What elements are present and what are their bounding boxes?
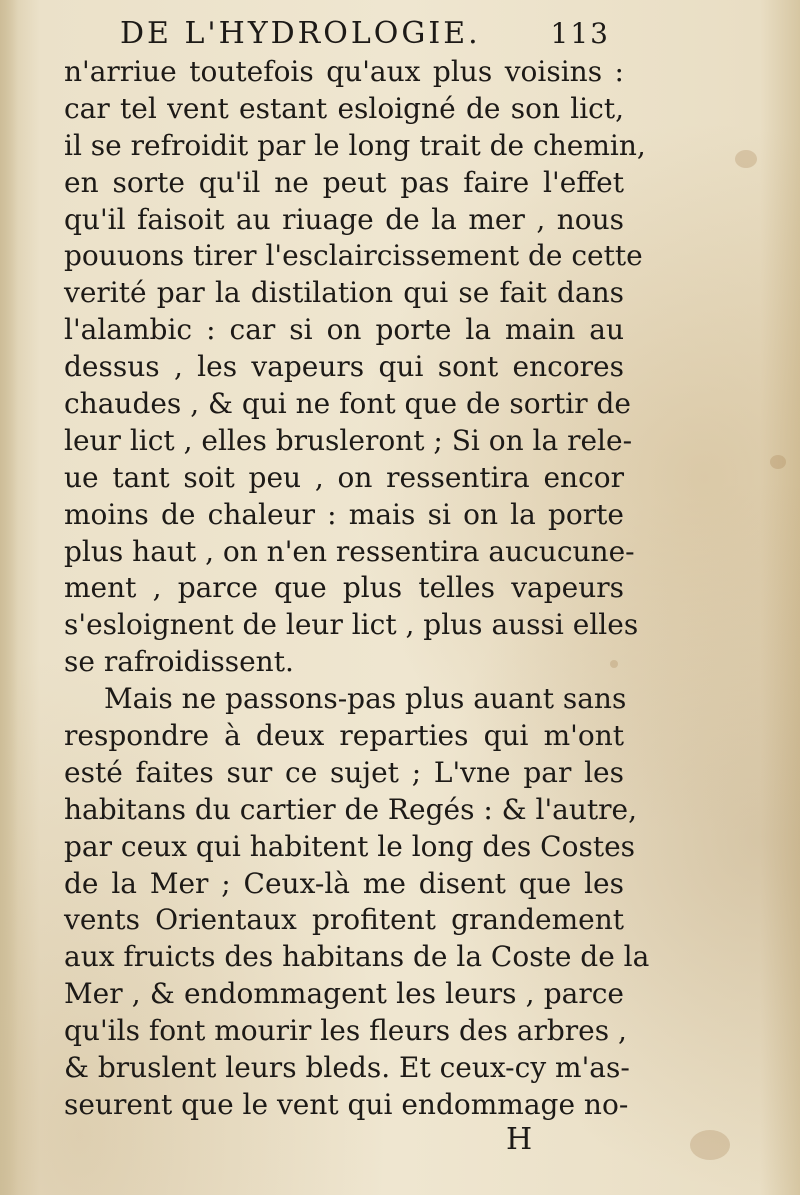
text-line: habitans du cartier de Regés : & l'autre,: [64, 792, 637, 826]
body-text: [64, 54, 650, 1124]
foxing-stain: [610, 660, 618, 668]
text-line: respondre à deux reparties qui m'ont: [64, 719, 624, 753]
text-line: s'esloignent de leur lict , plus aussi elles: [64, 608, 639, 642]
text-line: plus haut , on n'en ressentira aucucune-: [64, 534, 635, 568]
catchword: H: [506, 1122, 533, 1157]
running-head-title: DE L'HYDROLOGIE.: [120, 16, 481, 51]
text-line: & bruslent leurs bleds. Et ceux-cy m'as-: [64, 1051, 630, 1085]
text-line: Mais ne passons-pas plus auant sans: [104, 682, 627, 716]
text-line: qu'il faisoit au riuage de la mer , nous: [64, 202, 624, 236]
text-line: ment , parce que plus telles vapeurs: [64, 571, 624, 605]
foxing-stain: [770, 455, 786, 469]
text-line: ue tant soit peu , on ressentira encor: [64, 460, 624, 494]
text-line: car tel vent estant esloigné de son lict,: [64, 91, 624, 125]
text-line: seurent que le vent qui endommage no-: [64, 1087, 629, 1121]
foxing-stain: [735, 150, 757, 168]
text-line: Mer , & endommagent les leurs , parce: [64, 977, 624, 1011]
text-line: l'alambic : car si on porte la main au: [64, 313, 624, 347]
text-line: vents Orientaux profitent grandement: [64, 903, 624, 937]
foxing-stain: [690, 1130, 730, 1160]
text-line: par ceux qui habitent le long des Costes: [64, 829, 636, 863]
text-line: il se refroidit par le long trait de chemin,: [64, 128, 646, 162]
text-line: aux fruicts des habitans de la Coste de la: [64, 940, 650, 974]
text-line: chaudes , & qui ne font que de sortir de: [64, 387, 631, 421]
running-head: [120, 14, 640, 54]
spine-shadow: [0, 0, 18, 1195]
text-line: verité par la distilation qui se fait dans: [64, 276, 624, 310]
text-line: moins de chaleur : mais si on la porte: [64, 497, 624, 531]
text-line: de la Mer ; Ceux-là me disent que les: [64, 866, 624, 900]
text-line: dessus , les vapeurs qui sont encores: [64, 350, 624, 384]
text-line: se rafroidissent.: [64, 645, 294, 679]
text-line: en sorte qu'il ne peut pas faire l'effet: [64, 165, 624, 199]
text-line: qu'ils font mourir les fleurs des arbres ,: [64, 1014, 627, 1048]
text-line: esté faites sur ce sujet ; L'vne par les: [64, 755, 624, 789]
text-line: leur lict , elles brusleront ; Si on la rele-: [64, 423, 633, 457]
text-line: pouuons tirer l'esclaircissement de cette: [64, 239, 643, 273]
page-number: 113: [550, 17, 610, 50]
text-line: n'arriue toutefois qu'aux plus voisins :: [64, 55, 624, 88]
